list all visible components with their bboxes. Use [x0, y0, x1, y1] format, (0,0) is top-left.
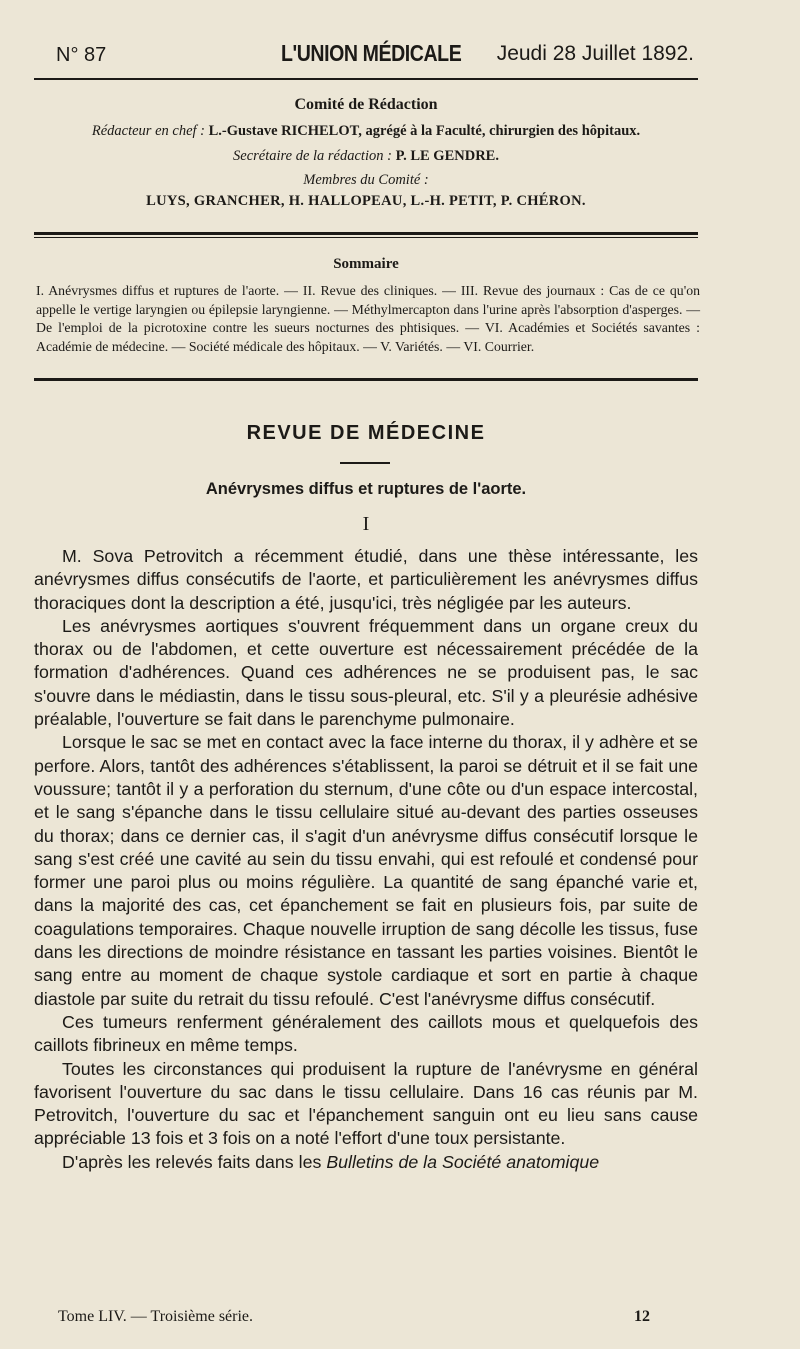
issue-date: Jeudi 28 Juillet 1892. — [496, 42, 694, 65]
editor-line — [34, 123, 698, 140]
editor-label: Rédacteur en chef : — [91, 123, 205, 139]
paragraph-3: Lorsque le sac se met en contact avec la face interne du thorax, il y adhère et se perfore. Alors, tantôt des adhérences s'établissent, la paroi se détruit et il se fait une voussure; tantôt il y a perforation du sternum, d'une côte ou d'un espace intercostal, et le sang s'épanche dans le tissu cellulaire situé au-devant des parties osseuses du thorax; dans ce dernier cas, il s'agit d'un anévrysme diffus consécutif lorsque le sang s'est créé une cavité au sein du tissu envahi, qui est refoulé et condensé pour former une paroi plus ou moins régulière. La quantité de sang épanché varie et, dans la majorité des cas, cet épanchement se fait en plusieurs fois, par suite de coagulations temporaires. Chaque nouvelle irruption de sang décolle les tissus, fuse dans les directions de moindre résistance en tassant les parties voisines. Bientôt le sang entre au moment de chaque systole cardiaque et sort en partie à chaque diastole par suite du retrait du tissu refoulé. C'est l'anévrysme diffus consécutif. — [34, 732, 698, 1009]
issue-number: N° 87 — [56, 44, 107, 66]
paragraph-1: M. Sova Petrovitch a récemment étudié, dans une thèse intéressante, les anévrysmes diffus consécutifs de l'aorte, et particulièrement les anévrysmes diffus thoraciques dont la description a été, jusqu'ici, très négligée par les auteurs. — [34, 546, 698, 613]
editor-value: L.-Gustave RICHELOT, agrégé à la Faculté, chirurgien des hôpitaux. — [208, 123, 641, 139]
footer-volume: Tome LIV. — Troisième série. — [58, 1308, 254, 1325]
header-rule — [34, 78, 698, 80]
secretary-line — [34, 148, 698, 165]
article-title: Anévrysmes diffus et ruptures de l'aorte. — [205, 480, 527, 498]
secretary-value: P. LE GENDRE. — [395, 148, 499, 164]
secretary-label: Secrétaire de la rédaction : — [233, 148, 392, 164]
paragraph-4: Ces tumeurs renferment généralement des caillots mous et quelquefois des caillots fibrineux en même temps. — [34, 1011, 698, 1056]
part-numeral: I — [362, 513, 370, 535]
section-divider — [340, 462, 390, 464]
members-label: Membres du Comité : — [303, 172, 429, 188]
members-value: LUYS, GRANCHER, H. HALLOPEAU, L.-H. PETIT, P. CHÉRON. — [146, 193, 586, 209]
committee-rule — [34, 232, 698, 235]
paragraph-6 — [34, 1151, 698, 1174]
journal-title: L'UNION MÉDICALE — [281, 40, 462, 66]
sommaire-rule — [34, 378, 698, 381]
footer-page-number: 12 — [634, 1308, 650, 1325]
article-body — [34, 545, 698, 1174]
paragraph-6-italic: Bulletins de la Société anatomique — [326, 1151, 600, 1172]
committee-title: Comité de Rédaction — [294, 96, 438, 113]
paragraph-5: Toutes les circonstances qui produisent la rupture de l'anévrysme en général favorisent l'ouverture du sac dans le tissu cellulaire. Dans 16 cas réunis par M. Petrovitch, l'ouverture du sac et l'épanchement sanguin ont eu lieu sans cause appréciable 13 fois et 3 fois on a noté l'effort d'une toux persistante. — [34, 1058, 698, 1149]
committee-rule-thin — [34, 237, 698, 238]
section-title: REVUE DE MÉDECINE — [246, 422, 486, 444]
sommaire-text: I. Anévrysmes diffus et ruptures de l'aorte. — II. Revue des cliniques. — III. Revue des journaux : Cas de ce qu'on appelle le vertige laryngien ou épilepsie laryngienne. — Méthylmercapton dans l'urine après l'absorption d'asperges. — De l'emploi de la picrotoxine contre les sueurs nocturnes des phtisiques. — VI. Académies et Sociétés savantes : Académie de médecine. — Société médicale des hôpitaux. — V. Variétés. — VI. Courrier. — [36, 283, 700, 354]
page-header — [56, 38, 696, 74]
paragraph-6-start: D'après les relevés faits dans les — [62, 1151, 327, 1172]
members-label-line — [34, 172, 698, 189]
paragraph-2: Les anévrysmes aortiques s'ouvrent fréquemment dans un organe creux du thorax ou de l'abdomen, et cette ouverture est nécessairement précédée de la formation d'adhérences. Quand ces adhérences ne se produisent pas, le sac s'ouvre dans le médiastin, dans le tissu sous-pleural, etc. S'il y a pleurésie adhésive préalable, l'ouverture se fait dans le parenchyme pulmonaire. — [34, 615, 698, 730]
sommaire-title: Sommaire — [333, 256, 399, 272]
